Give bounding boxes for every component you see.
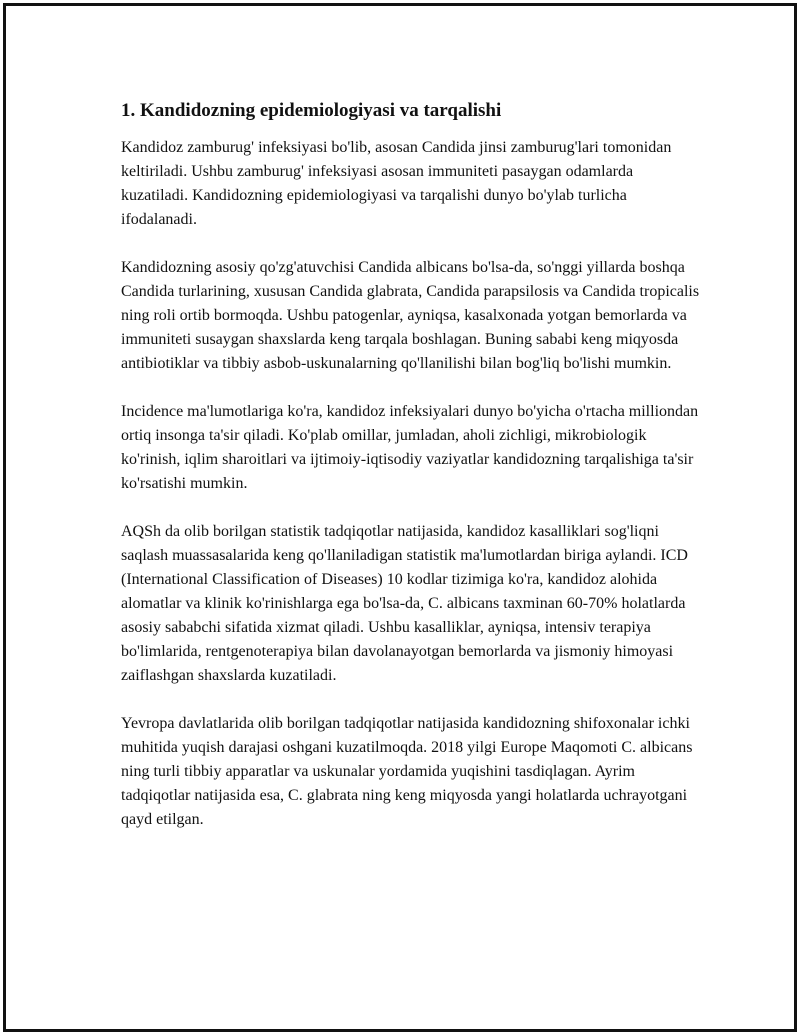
paragraph-2: Kandidozning asosiy qo'zg'atuvchisi Candida albicans bo'lsa-da, so'nggi yillarda boshqa Candida turlarining, xususan Candida glabrata, Candida parapsilosis va Candida tropicalis ning roli ortib bormoqda. Ushbu patogenlar, ayniqsa, kasalxonada yotgan bemorlarda va immuniteti susaygan shaxslarda keng tarqala boshlagan. Buning sababi keng miqyosda antibiotiklar va tibbiy asbob-uskunalarning qo'llanilishi bilan bog'liq bo'lishi mumkin. xyxy=(121,259,700,372)
section-heading: 1. Kandidozning epidemiologiyasi va tarqalishi xyxy=(121,100,502,121)
paragraph-1: Kandidoz zamburug' infeksiyasi bo'lib, asosan Candida jinsi zamburug'lari tomonidan keltiriladi. Ushbu zamburug' infeksiyasi asosan immuniteti pasaygan odamlarda kuzatiladi. Kandidozning epidemiologiyasi va tarqalishi dunyo bo'ylab turlicha ifodalanadi. xyxy=(121,139,672,228)
paragraph-5: Yevropa davlatlarida olib borilgan tadqiqotlar natijasida kandidozning shifoxonalar ichki muhitida yuqish darajasi oshgani kuzatilmoqda. 2018 yilgi Europe Maqomoti C. albicans ning turli tibbiy apparatlar va uskunalar yordamida yuqishini tasdiqlagan. Ayrim tadqiqotlar natijasida esa, C. glabrata ning keng miqyosda yangi holatlarda uchrayotgani qayd etilgan. xyxy=(121,715,693,828)
document-body xyxy=(121,98,701,856)
paragraph-3: Incidence ma'lumotlariga ko'ra, kandidoz infeksiyalari dunyo bo'yicha o'rtacha milliondan ortiq insonga ta'sir qiladi. Ko'plab omillar, jumladan, aholi zichligi, mikrobiologik ko'rinish, iqlim sharoitlari va ijtimoiy-iqtisodiy vaziyatlar kandidozning tarqalishiga ta'sir ko'rsatishi mumkin. xyxy=(121,403,699,492)
page-frame xyxy=(3,3,797,1032)
paragraph-4: AQSh da olib borilgan statistik tadqiqotlar natijasida, kandidoz kasalliklari sog'liqni saqlash muassasalarida keng qo'llaniladigan statistik ma'lumotlardan biriga aylandi. ICD (International Classification of Diseases) 10 kodlar tizimiga ko'ra, kandidoz alohida alomatlar va klinik ko'rinishlarga ega bo'lsa-da, C. albicans taxminan 60-70% holatlarda asosiy sababchi sifatida xizmat qiladi. Ushbu kasalliklar, ayniqsa, intensiv terapiya bo'limlarida, rentgenoterapiya bilan davolanayotgan bemorlarda va jismoniy himoyasi zaiflashgan shaxslarda kuzatiladi. xyxy=(121,523,688,684)
